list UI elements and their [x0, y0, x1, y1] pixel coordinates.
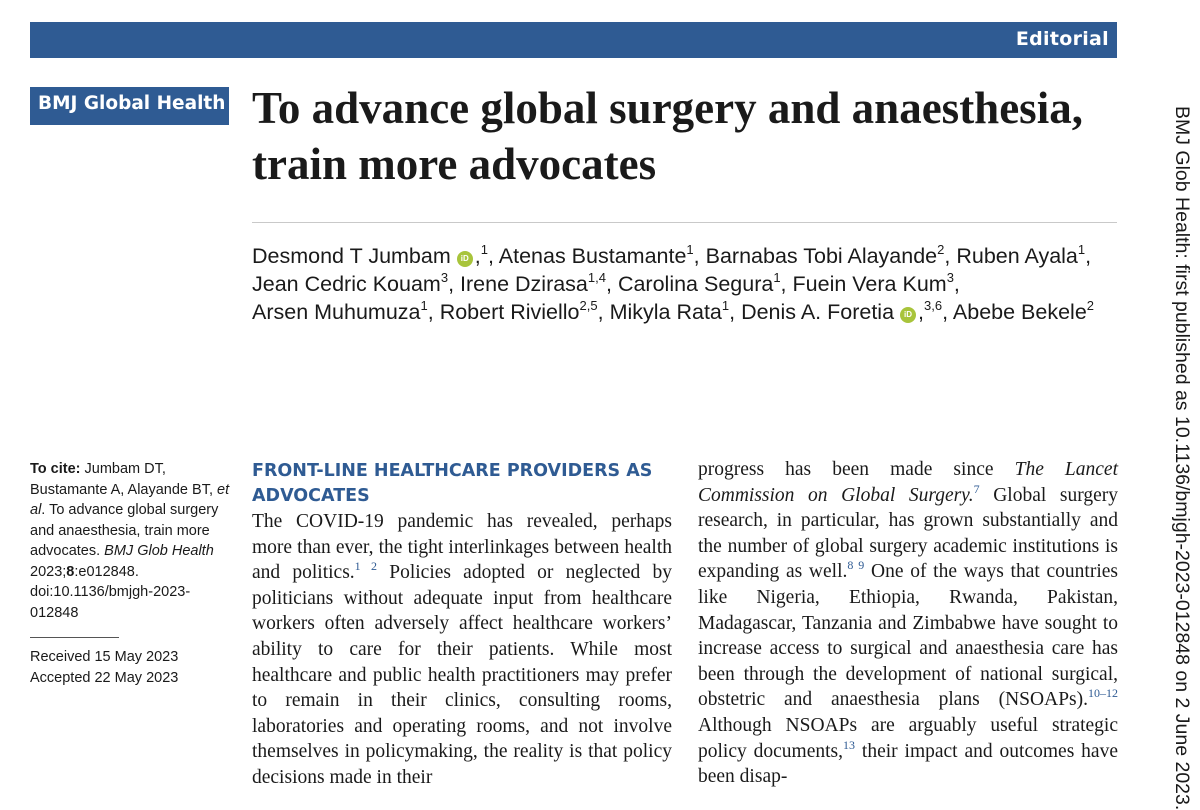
affiliation-marker: 3	[440, 270, 449, 285]
citation-text-2: . To advance global surgery and anaesthesia, train more advocates.	[30, 502, 219, 559]
author[interactable]	[252, 300, 434, 324]
author-separator: ,	[605, 272, 612, 296]
title-divider	[252, 222, 1117, 223]
author[interactable]	[460, 272, 612, 296]
col2-text-2: Global surgery research, in particular, has grown substantially and the number of global surgery academic institutions is expanding as well.	[698, 484, 1118, 583]
col1-text-2: Policies adopted or neglected by politicians without adequate input from healthcare workers often adversely affect healthcare workers’ ability to care for their patients. While most healthcare and public health practitioners may prefer to remain in their clinics, consulting rooms, laboratories and operating rooms, and not involve themselves in policymaking, the reality is that policy decisions made in their	[252, 562, 672, 788]
affiliation-marker: 1	[1077, 242, 1086, 257]
section-label: Editorial	[1015, 28, 1109, 50]
affiliation-marker: 2	[937, 242, 945, 257]
col2-text-3: One of the ways that countries like Nigeria, Ethiopia, Rwanda, Pakistan, Madagascar, Tanzania and Zimbabwe have sought to increase access to surgical and anaesthesia care has been through the development of national surgical, obstetric and anaesthesia plans (NSOAPs).	[698, 561, 1118, 711]
author-name: Ruben Ayala	[956, 244, 1078, 268]
article-title: To advance global surgery and anaesthesia, train more advocates	[252, 83, 1083, 189]
affiliation-marker: 1	[686, 242, 694, 257]
accepted-date: Accepted 22 May 2023	[30, 669, 179, 686]
journal-badge: BMJ Global Health	[30, 87, 229, 125]
author-punct: ,	[918, 300, 925, 324]
col2-text-5: their impact and outcomes have been disap-	[698, 740, 1118, 788]
author[interactable]	[618, 272, 787, 296]
citation-block	[30, 459, 235, 623]
body-column-2	[698, 457, 1118, 790]
author-name: Abebe Bekele	[952, 300, 1087, 324]
author-separator: ,	[693, 244, 700, 268]
author-separator: ,	[944, 244, 951, 268]
ref-link[interactable]: 7	[973, 481, 980, 496]
author[interactable]	[793, 272, 960, 296]
author[interactable]	[706, 244, 951, 268]
citation-label: To cite:	[30, 461, 81, 477]
col1-text-1: The COVID-19 pandemic has revealed, perhaps more than ever, the tight interlinkages between health and politics.	[252, 511, 672, 584]
affiliation-marker: 1	[480, 242, 488, 257]
citation-text-3: 2023;	[30, 563, 67, 580]
author-separator: ,	[953, 272, 960, 296]
orcid-icon[interactable]: iD	[900, 307, 916, 323]
affiliation-marker: 1	[773, 270, 781, 285]
affiliation-marker: 3	[946, 270, 954, 285]
received-date: Received 15 May 2023	[30, 649, 179, 665]
paragraph-1	[252, 509, 672, 791]
author-list	[252, 242, 1112, 326]
affiliation-marker: 1	[420, 298, 428, 313]
dates-block	[30, 647, 178, 688]
author-separator: ,	[487, 244, 494, 268]
affiliation-marker: 2	[1086, 298, 1095, 313]
author-separator: ,	[448, 272, 455, 296]
author-name: Desmond T Jumbam	[252, 244, 451, 268]
citation-divider	[30, 637, 119, 638]
author[interactable]	[953, 300, 1094, 324]
author-separator: ,	[942, 300, 949, 324]
author-separator: ,	[729, 300, 736, 324]
author[interactable]	[499, 244, 700, 268]
vertical-sidebar-text: BMJ Glob Health: first published as 10.1136/bmjgh-2023-012848 on 2 June 2023.	[1171, 106, 1193, 810]
author-separator: ,	[597, 300, 604, 324]
author-name: Mikyla Rata	[609, 300, 722, 324]
ref-link[interactable]: 10–12	[1088, 686, 1118, 701]
affiliation-marker: 3,6	[924, 298, 943, 313]
author-name: Barnabas Tobi Alayande	[705, 244, 938, 268]
orcid-icon[interactable]: iD	[457, 251, 473, 267]
col2-text-4: Although NSOAPs are arguably useful strategic policy documents,	[698, 714, 1118, 762]
author[interactable]	[610, 300, 736, 324]
citation-journal: BMJ Glob Health	[104, 543, 214, 559]
affiliation-marker: 1	[721, 298, 730, 313]
author-separator: ,	[780, 272, 787, 296]
author-name: Robert Riviello	[439, 300, 580, 324]
ref-link[interactable]: 1 2	[354, 559, 378, 574]
author-separator: ,	[427, 300, 434, 324]
author[interactable]	[956, 244, 1091, 268]
ref-link[interactable]: 13	[843, 737, 855, 752]
affiliation-marker: 1,4	[587, 270, 606, 285]
author[interactable]	[440, 300, 604, 324]
citation-volume: 8	[66, 563, 75, 580]
author-name: Denis A. Foretia	[741, 300, 895, 324]
body-column-1	[252, 459, 672, 791]
author[interactable]	[741, 300, 948, 324]
author[interactable]	[252, 272, 454, 296]
author-punct: ,	[474, 244, 481, 268]
col2-italic-1: The Lancet Commission on Global Surgery.	[698, 459, 1118, 506]
author-name: Arsen Muhumuza	[252, 300, 421, 324]
col2-text-1: progress has been made since	[698, 459, 1015, 480]
paragraph-2	[698, 457, 1118, 790]
author-separator: ,	[1085, 244, 1092, 268]
affiliation-marker: 2,5	[579, 298, 598, 313]
citation-etal: et al	[30, 481, 230, 518]
author-name: Jean Cedric Kouam	[252, 272, 441, 296]
section-heading: FRONT-LINE HEALTHCARE PROVIDERS AS ADVOCATES	[252, 461, 653, 506]
citation-text-1: Jumbam DT, Bustamante A, Alayande BT,	[30, 461, 218, 498]
section-bar	[30, 22, 1117, 58]
author-name: Carolina Segura	[617, 272, 774, 296]
author-name: Fuein Vera Kum	[792, 272, 947, 296]
author-name: Atenas Bustamante	[498, 244, 687, 268]
author-name: Irene Dzirasa	[460, 272, 588, 296]
ref-link[interactable]: 8 9	[847, 558, 865, 573]
citation-text-4: :e012848. doi:10.1136/bmjgh-2023-012848	[30, 563, 191, 621]
author[interactable]	[252, 244, 494, 268]
